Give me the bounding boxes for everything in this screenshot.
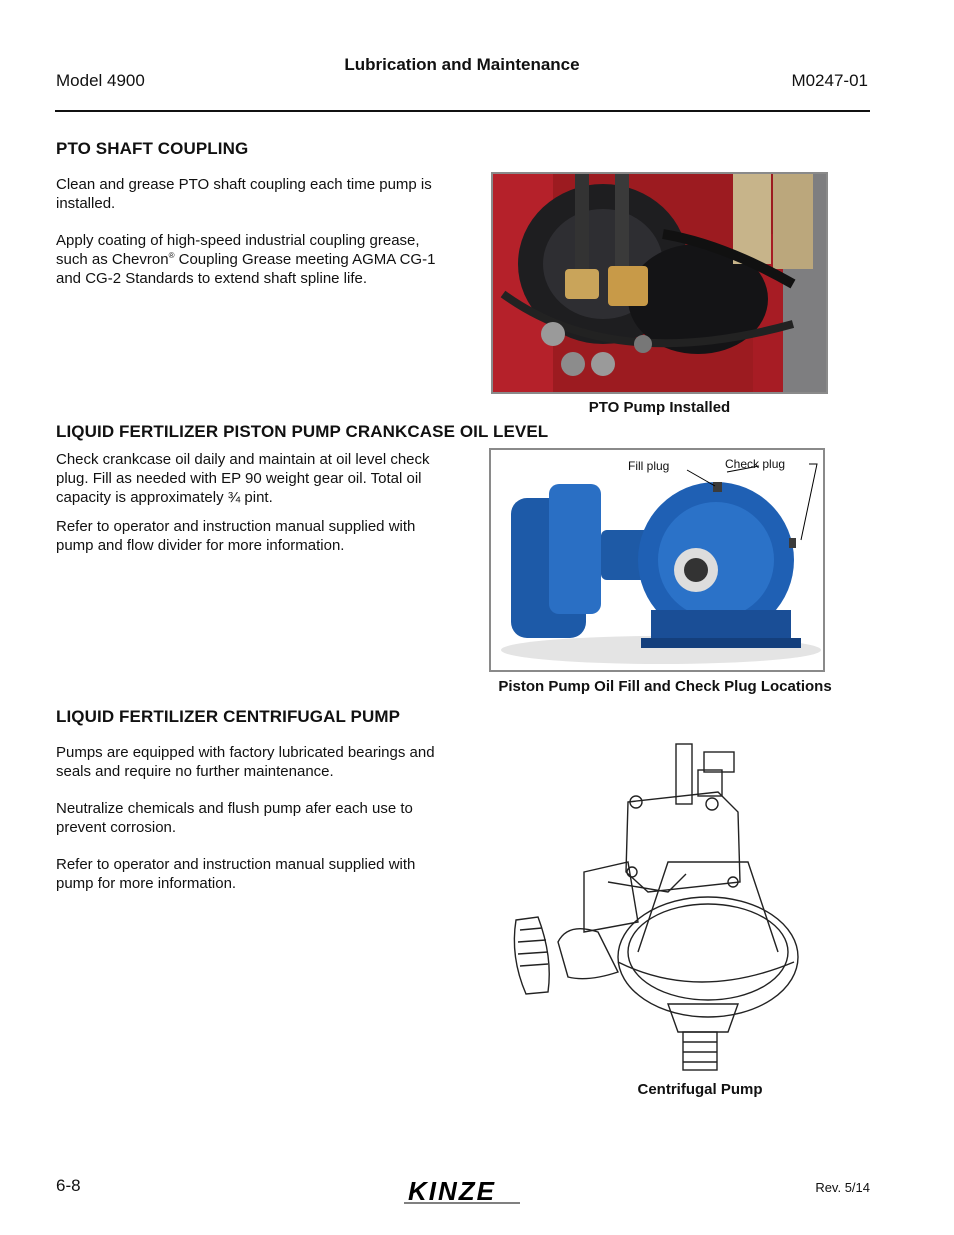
registered-mark: ®	[168, 251, 175, 260]
kinze-logo	[404, 1176, 524, 1211]
piston-pump-photo	[489, 448, 825, 672]
piston-para-2: Refer to operator and instruction manual supplied with pump and flow divider for more information.	[56, 518, 416, 554]
header-rule	[55, 110, 870, 112]
check-plug-label: Check plug	[725, 457, 786, 471]
centrifugal-caption: Centrifugal Pump	[637, 1081, 763, 1098]
pto-caption: PTO Pump Installed	[588, 399, 731, 416]
piston-caption: Piston Pump Oil Fill and Check Plug Locations	[498, 678, 832, 695]
centrifugal-para-3: Refer to operator and instruction manual supplied with pump for more information.	[56, 856, 416, 892]
piston-para-1: Check crankcase oil daily and maintain at oil level check plug. Fill as needed with EP 90 weight gear oil. Total oil capacity is approximately ¾ pint.	[56, 451, 430, 506]
pto-pump-photo	[491, 172, 828, 394]
header-model: Model 4900	[56, 71, 145, 90]
kinze-logo-text: KINZE	[408, 1176, 496, 1206]
header-manual-number: M0247-01	[791, 71, 868, 90]
centrifugal-pump-drawing	[508, 742, 804, 1072]
revision-date: Rev. 5/14	[815, 1180, 870, 1195]
pto-para-2-text-a: Apply coating of high-speed industrial coupling grease, such as Chevron	[56, 232, 420, 268]
centrifugal-pump-illustration	[508, 742, 804, 1072]
page-number: 6-8	[56, 1176, 81, 1195]
pto-para-2-text-b: Coupling Grease meeting AGMA CG-1 and CG-2 Standards to extend shaft spline life.	[56, 251, 436, 287]
centrifugal-para-2: Neutralize chemicals and flush pump afer each use to prevent corrosion.	[56, 800, 413, 836]
fill-plug-label: Fill plug	[628, 459, 670, 473]
centrifugal-heading: LIQUID FERTILIZER CENTRIFUGAL PUMP	[56, 707, 401, 726]
header-section-title: Lubrication and Maintenance	[344, 55, 580, 74]
piston-pump-illustration	[491, 450, 823, 670]
kinze-logo-mark	[404, 1176, 524, 1206]
pto-pump-illustration	[493, 174, 826, 392]
pto-para-1: Clean and grease PTO shaft coupling each time pump is installed.	[56, 176, 432, 212]
centrifugal-para-1: Pumps are equipped with factory lubricated bearings and seals and require no further maintenance.	[56, 744, 435, 780]
piston-heading: LIQUID FERTILIZER PISTON PUMP CRANKCASE OIL LEVEL	[56, 422, 549, 441]
pto-heading: PTO SHAFT COUPLING	[56, 139, 249, 158]
pto-para-2	[56, 231, 446, 288]
